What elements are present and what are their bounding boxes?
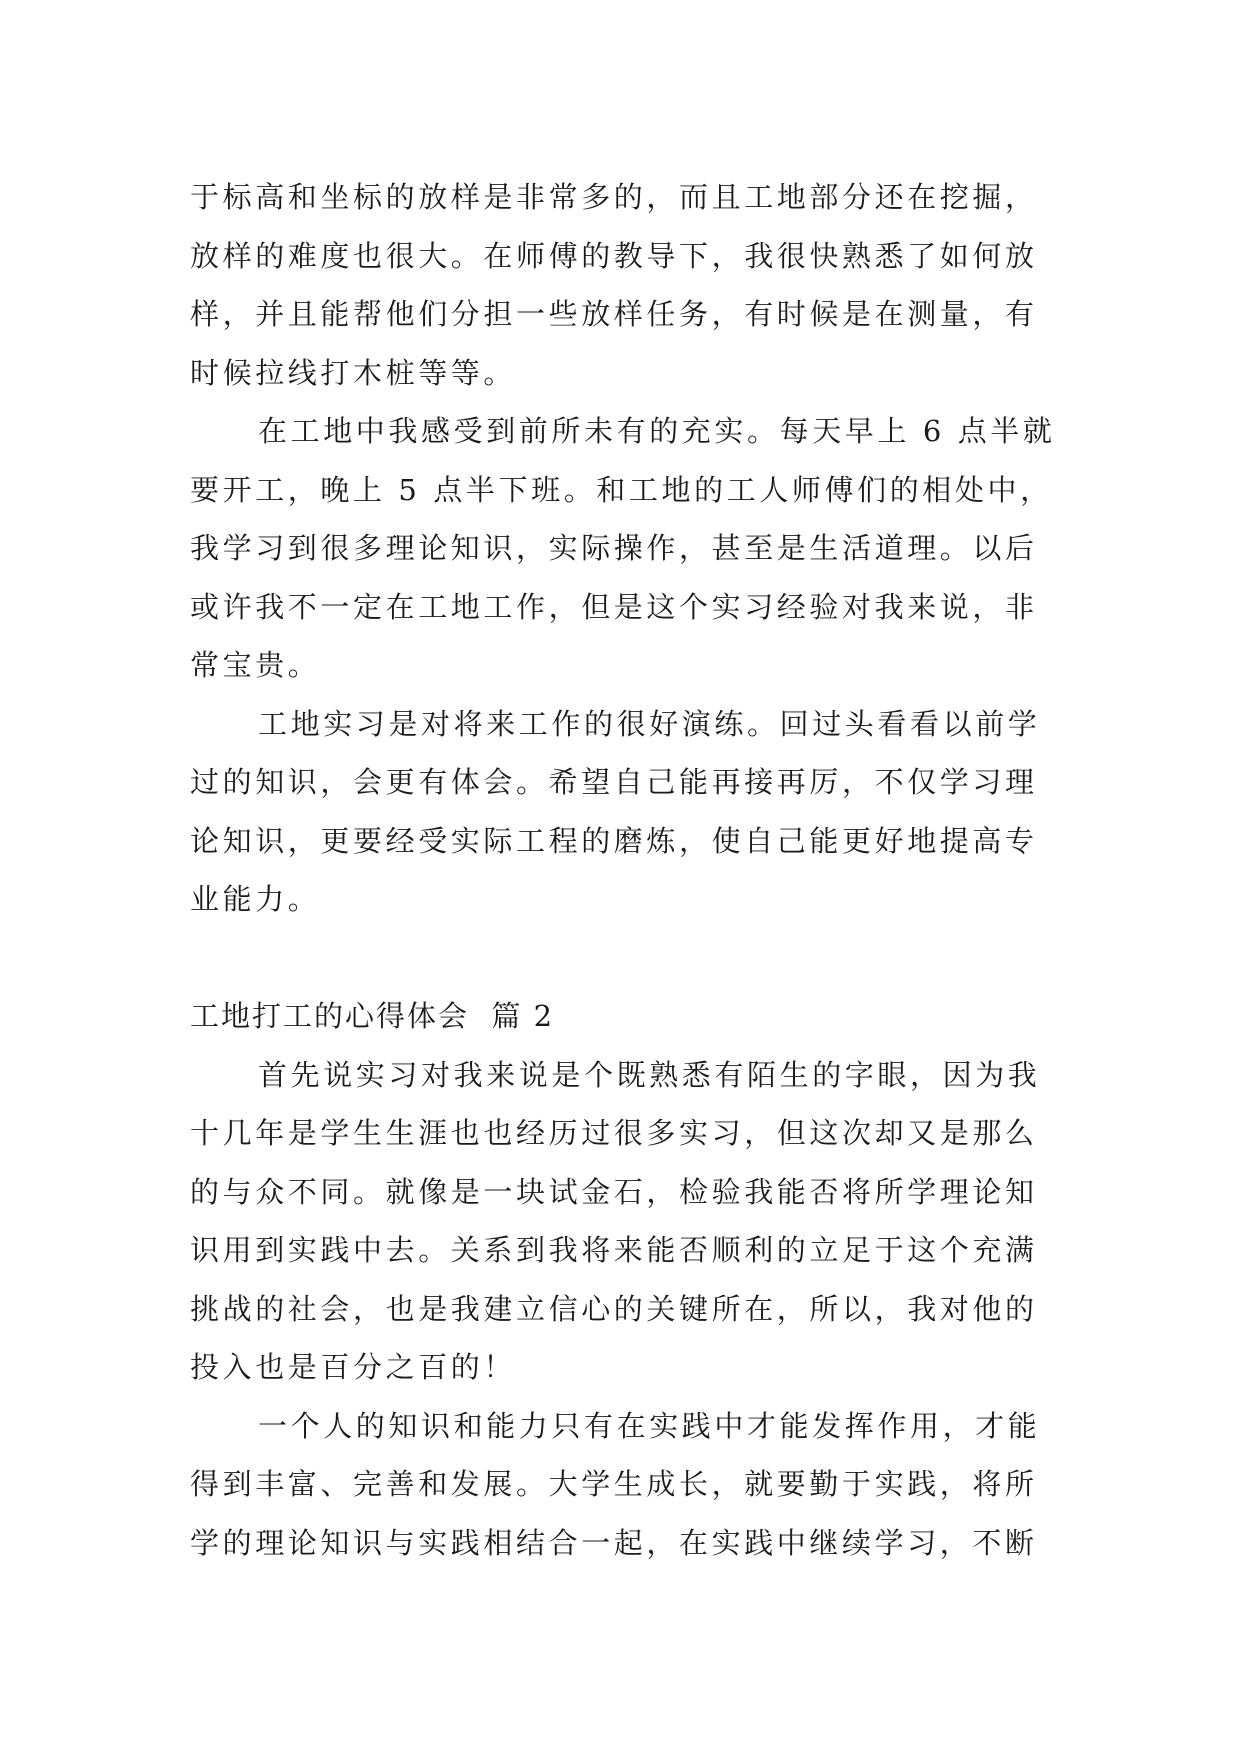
text-line: 要开工，晚上 5 点半下班。和工地的工人师傅们的相处中， xyxy=(190,472,1053,507)
text-line: 投入也是百分之百的！ xyxy=(190,1350,517,1384)
text-line: 识用到实践中去。关系到我将来能否顺利的立足于这个充满 xyxy=(190,1233,1038,1267)
text-line: 放样的难度也很大。在师傅的教导下，我很快熟悉了如何放 xyxy=(190,238,1038,273)
paragraph-3 xyxy=(190,695,1050,929)
text-line: 十几年是学生生涯也也经历过很多实习，但这次却又是那么 xyxy=(190,1116,1038,1150)
text-line: 一个人的知识和能力只有在实践中才能发挥作用，才能 xyxy=(258,1408,1041,1443)
text-line: 于标高和坐标的放样是非常多的，而且工地部分还在挖掘， xyxy=(190,180,1038,214)
text-line: 时候拉线打木桩等等。 xyxy=(190,355,517,390)
section-spacer xyxy=(190,929,1050,988)
text-line: 论知识，更要经受实际工程的磨炼，使自己能更好地提高专 xyxy=(190,823,1038,858)
text-line: 过的知识，会更有体会。希望自己能再接再厉，不仅学习理 xyxy=(190,765,1038,799)
text-line: 在工地中我感受到前所未有的充实。每天早上 6 点半就 xyxy=(258,414,1056,448)
document-body xyxy=(190,168,1056,1572)
section-heading: 工地打工的心得体会 篇 2 xyxy=(190,999,555,1033)
text-line: 首先说实习对我来说是个既熟悉有陌生的字眼，因为我 xyxy=(258,1057,1041,1092)
paragraph-2 xyxy=(190,402,1056,695)
text-line: 业能力。 xyxy=(190,882,321,916)
text-line: 常宝贵。 xyxy=(190,648,321,682)
paragraph-4 xyxy=(190,1046,1050,1397)
text-line: 工地实习是对将来工作的很好演练。回过头看看以前学 xyxy=(258,706,1041,741)
text-line: 挑战的社会，也是我建立信心的关键所在，所以，我对他的 xyxy=(190,1291,1038,1326)
paragraph-5 xyxy=(190,1397,1050,1573)
paragraph-1 xyxy=(190,168,1050,402)
text-line: 得到丰富、完善和发展。大学生成长，就要勤于实践，将所 xyxy=(190,1467,1038,1501)
text-line: 样，并且能帮他们分担一些放样任务，有时候是在测量，有 xyxy=(190,297,1038,331)
text-line: 或许我不一定在工地工作，但是这个实习经验对我来说，非 xyxy=(190,589,1038,624)
text-line: 的与众不同。就像是一块试金石，检验我能否将所学理论知 xyxy=(190,1174,1038,1209)
text-line: 学的理论知识与实践相结合一起，在实践中继续学习，不断 xyxy=(190,1525,1038,1560)
text-line: 我学习到很多理论知识，实际操作，甚至是生活道理。以后 xyxy=(190,531,1038,565)
